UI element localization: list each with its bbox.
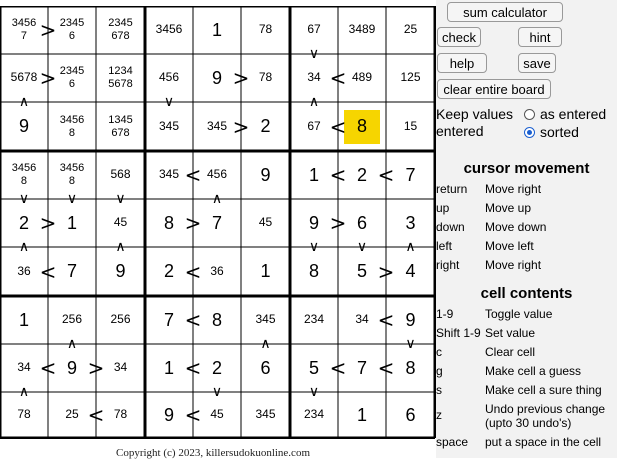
shortcut-desc: Undo previous change (upto 30 undo's) [485,402,606,430]
inequality-vertical: ∨ [18,191,30,207]
cell-value: 78 [17,407,31,422]
inequality-vertical: ∨ [66,191,78,207]
cell-value: 1 [211,19,222,40]
cell-value: 2 [211,357,222,378]
cell-value: 2 [260,116,271,137]
inequality-horizontal: < [377,163,395,187]
cell-value: 7 [405,164,416,185]
inequality-vertical: ∨ [308,384,320,400]
cell-value: 1 [66,212,77,233]
cell-value: 78 [258,70,273,85]
cell-value: 345 [255,312,276,327]
inequality-horizontal: < [377,308,395,332]
cell-value: 3456 8 [11,162,37,187]
inequality-horizontal: < [329,114,347,139]
cell-value: 45 [258,215,273,230]
shortcut-key: g [436,364,443,378]
cell-r1c8[interactable] [338,6,386,54]
shortcut-row [436,402,617,436]
cell-value: 9 [163,404,174,425]
cell-r7c3[interactable] [96,296,145,344]
cell-value: 568 [110,167,131,182]
cell-value: 2345 6 [59,17,85,42]
cell-value: 25 [65,407,79,422]
inequality-horizontal: < [39,356,57,380]
inequality-vertical: ∨ [163,94,175,110]
shortcut-key: left [436,239,453,253]
inequality-horizontal: > [329,211,347,235]
cell-value: 6 [356,212,367,233]
cell-value: 9 [18,116,29,137]
cell-value: 36 [210,263,224,278]
keep-values-label: Keep values [436,106,514,122]
cell-value: 3456 8 [59,113,85,139]
shortcut-desc: put a space in the cell [485,435,602,449]
inequality-vertical: ∧ [18,94,30,110]
cell-value: 9 [66,357,77,378]
cursor-movement-title: cursor movement [463,160,590,177]
inequality-horizontal: < [184,163,202,187]
shortcut-row [436,435,617,469]
cell-value: 8 [211,309,222,330]
clear-board-button[interactable]: clear entire board [437,79,551,99]
cell-r2c9[interactable] [386,54,435,102]
cell-r7c7[interactable] [290,296,338,344]
cell-value: 1234 5678 [108,65,133,90]
cell-value: 345 [158,167,180,182]
cell-value: 3456 7 [11,17,37,42]
check-button[interactable]: check [437,27,481,47]
cell-value: 78 [113,407,128,422]
cell-value: 256 [110,312,131,327]
help-button[interactable]: help [437,53,487,73]
cell-value: 1 [163,357,174,378]
cell-value: 456 [206,167,228,182]
as-entered-label: as entered [540,106,607,122]
cell-value: 8 [356,116,367,137]
inequality-horizontal: < [377,356,395,380]
inequality-vertical: ∧ [211,191,223,207]
cell-value: 2345 678 [108,17,133,42]
cell-value: 2 [18,212,29,233]
shortcut-key: s [436,383,442,397]
cell-value: 489 [351,70,373,85]
cell-value: 5 [356,261,367,282]
inequality-vertical: ∧ [115,239,126,255]
cell-r1c9[interactable] [386,6,435,54]
cell-r4c6[interactable] [241,151,290,199]
cell-value: 2 [356,164,367,185]
inequality-vertical: ∧ [260,336,271,352]
inequality-vertical: ∧ [66,336,78,352]
shortcut-key: 1-9 [436,307,454,321]
cell-r1c6[interactable] [241,6,290,54]
inequality-horizontal: > [232,114,250,139]
cell-value: 4 [405,261,416,282]
inequality-horizontal: < [329,356,347,380]
cell-value: 6 [260,357,271,378]
cell-value: 78 [258,22,273,37]
inequality-horizontal: > [87,356,105,380]
shortcut-key: return [436,182,468,196]
cell-r3c3[interactable] [96,102,145,151]
cell-value: 8 [308,261,319,282]
cell-value: 34 [355,312,369,327]
cell-value: 3456 [155,22,183,37]
cell-value: 9 [405,309,416,330]
shortcut-key: down [436,220,465,234]
inequality-horizontal: > [39,18,57,42]
cell-r1c3[interactable] [96,6,145,54]
cell-value: 9 [211,67,222,88]
cell-r7c1[interactable] [0,296,48,344]
cell-value: 1 [260,261,271,282]
cell-value: 345 [158,118,180,133]
inequality-horizontal: > [184,211,202,235]
keep-values-label-2: entered [436,123,484,139]
cell-value: 3 [405,212,416,233]
cell-value: 45 [113,215,128,230]
cell-value: 5678 [10,70,38,85]
cell-r2c3[interactable] [96,54,145,102]
shortcut-key: right [436,258,460,272]
cell-value: 8 [163,212,174,233]
cell-value: 3456 8 [59,162,85,187]
inequality-vertical: ∨ [356,239,368,255]
shortcut-key: up [436,201,450,215]
cell-value: 456 [158,70,180,85]
cell-value: 1 [308,164,319,185]
cell-value: 2 [163,261,174,282]
inequality-horizontal: > [377,259,395,284]
shortcut-desc: Set value [485,326,536,340]
cell-value: 256 [61,312,83,327]
sum-calculator-button[interactable]: sum calculator [447,2,563,22]
cell-value: 45 [210,407,224,422]
cell-value: 1345 678 [108,113,133,139]
inequality-horizontal: > [39,66,57,90]
sudoku-board [0,6,436,439]
shortcut-desc: Toggle value [485,307,553,321]
cell-value: 1 [356,404,367,425]
cell-value: 9 [308,212,319,233]
inequality-vertical: ∧ [18,239,30,255]
shortcut-desc: Clear cell [485,345,536,359]
cell-value: 67 [307,118,321,133]
inequality-vertical: ∨ [308,46,320,62]
inequality-vertical: ∧ [405,239,416,255]
inequality-horizontal: < [39,259,57,284]
save-button[interactable]: save [518,53,556,73]
cell-value: 25 [403,22,418,37]
cell-value: 15 [403,118,418,133]
inequality-vertical: ∨ [211,384,223,400]
cell-value: 7 [163,309,174,330]
cell-value: 7 [356,357,367,378]
shortcut-desc: Move down [485,220,547,234]
shortcut-desc: Move up [485,201,532,215]
cell-value: 67 [307,22,321,37]
cell-value: 234 [303,312,325,327]
inequality-vertical: ∨ [115,191,126,207]
cell-value: 34 [307,70,321,85]
hint-button[interactable]: hint [518,27,562,47]
control-panel [436,0,617,458]
cell-value: 34 [113,360,128,375]
cell-value: 345 [206,118,228,133]
inequality-vertical: ∨ [308,239,320,255]
inequality-horizontal: < [184,259,202,284]
cell-r1c5[interactable] [193,6,241,54]
shortcut-key: Shift 1-9 [436,326,481,340]
copyright-text: Copyright (c) 2023, killersudokuonline.com [116,447,310,459]
inequality-horizontal: < [184,356,202,380]
cell-value: 34 [17,360,31,375]
inequality-horizontal: < [184,403,202,427]
cell-value: 9 [260,164,271,185]
cell-value: 234 [303,407,325,422]
cell-value: 345 [255,407,276,422]
cell-value: 125 [400,70,421,85]
inequality-horizontal: > [39,211,57,235]
cell-value: 36 [17,263,31,278]
cell-r6c6[interactable] [241,247,290,296]
cell-value: 8 [405,357,416,378]
cell-r3c2[interactable] [48,102,96,151]
cell-r9c8[interactable] [338,392,386,438]
shortcut-key: c [436,345,442,359]
shortcut-desc: Make cell a sure thing [485,383,602,397]
sorted-radio[interactable] [524,127,535,138]
shortcut-desc: Move right [485,258,542,272]
cell-value: 5 [308,357,319,378]
as-entered-radio[interactable] [524,109,535,120]
shortcut-key: space [436,435,469,449]
cell-value: 7 [66,261,77,282]
shortcut-desc: Move left [485,239,534,253]
cell-r3c9[interactable] [386,102,435,151]
inequality-horizontal: < [87,403,105,427]
cell-value: 6 [405,404,416,425]
cell-r5c6[interactable] [241,199,290,247]
cell-r1c4[interactable] [145,6,193,54]
inequality-horizontal: < [329,66,347,90]
inequality-horizontal: > [232,66,250,90]
cell-value: 3489 [348,22,376,37]
cell-value: 9 [115,261,126,282]
shortcut-desc: Move right [485,182,542,196]
inequality-horizontal: < [329,163,347,187]
shortcut-desc: Make cell a guess [485,364,582,378]
sorted-label: sorted [540,124,579,140]
cell-value: 7 [211,212,222,233]
shortcut-key: z [436,408,442,422]
inequality-vertical: ∧ [308,94,320,110]
inequality-horizontal: < [184,308,202,332]
inequality-vertical: ∨ [405,336,416,352]
cell-value: 2345 6 [59,65,85,90]
cell-r9c9[interactable] [386,392,435,438]
cell-r9c6[interactable] [241,392,290,438]
inequality-vertical: ∧ [18,384,30,400]
cell-value: 1 [18,309,29,330]
cell-contents-title: cell contents [480,285,573,302]
